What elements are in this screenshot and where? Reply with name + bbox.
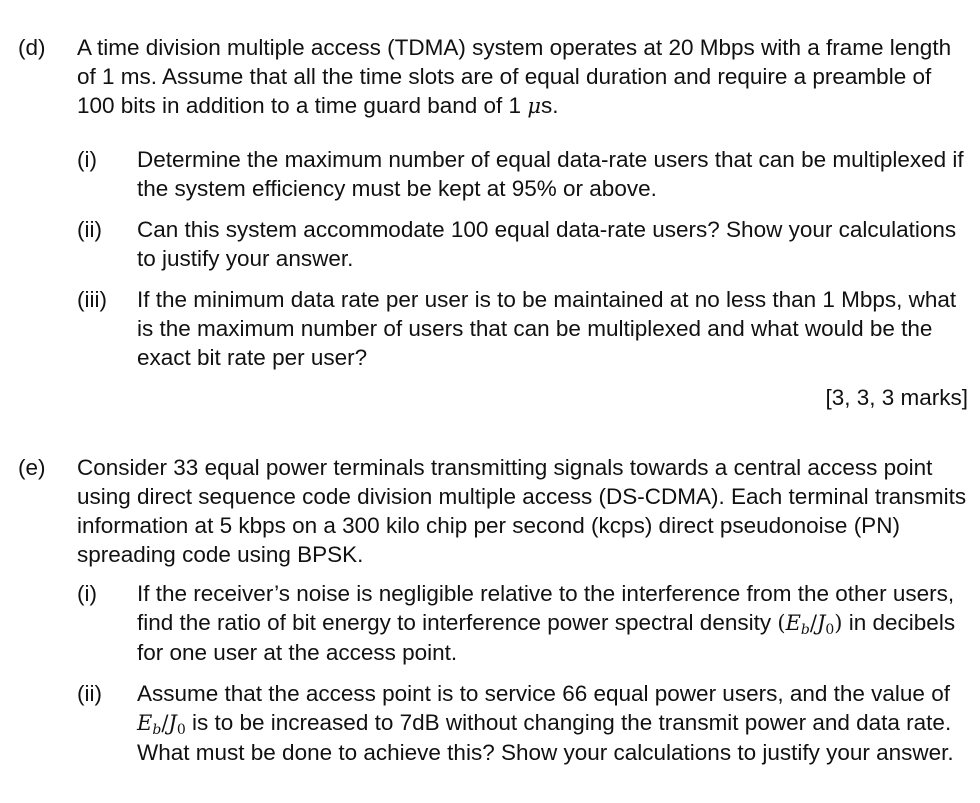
- marks-allocation: [3, 3, 3 marks]: [825, 385, 968, 410]
- question-e-label: (e): [18, 455, 46, 480]
- part-label: (ii): [77, 681, 102, 706]
- math-sub-b: b: [152, 722, 162, 738]
- math-e: E: [785, 611, 801, 635]
- math-sub-zero: 0: [176, 722, 186, 738]
- question-d-intro: [77, 33, 966, 121]
- part-text: [137, 679, 966, 767]
- eb-j0-expression: [137, 711, 186, 738]
- part-text: [137, 579, 966, 667]
- math-sub-b: b: [800, 622, 810, 638]
- math-slash: /: [809, 611, 817, 635]
- part-text: If the minimum data rate per user is to be maintained at no less than 1 Mbps, what is the maximum number of users that can be multiplexed and what would be the exact bit rate per user?: [137, 287, 957, 370]
- math-e: E: [137, 711, 153, 735]
- part-text: Determine the maximum number of equal data-rate users that can be multiplexed if the system efficiency must be kept at 95% or above.: [137, 147, 964, 201]
- question-d-intro-text: A time division multiple access (TDMA) system operates at 20 Mbps with a frame length of 1 ms. Assume that all the time slots are of equal duration and require a preamble of 100 bits in addition to a time guard band of 1: [77, 35, 952, 118]
- part-text-end: is to be increased to 7dB without changing the transmit power and data rate. What must be done to achieve this? Show your calculations to justify your answer.: [137, 710, 954, 765]
- part-text: Can this system accommodate 100 equal data-rate users? Show your calculations to justify your answer.: [137, 217, 957, 271]
- eb-j0-expression: [777, 611, 843, 638]
- math-close-paren: ): [834, 611, 843, 635]
- math-j: J: [168, 711, 177, 735]
- part-label: (iii): [77, 287, 107, 312]
- part-text-start: Assume that the access point is to service 66 equal power users, and the value of: [137, 681, 950, 706]
- part-label: (ii): [77, 217, 102, 242]
- question-e-intro: Consider 33 equal power terminals transmitting signals towards a central access point using direct sequence code division multiple access (DS-CDMA). Each terminal transmits information at 5 kbps on a 300 kilo chip per second (kcps) direct pseudonoise (PN) spreading code using BPSK.: [77, 455, 967, 567]
- mu-symbol: μ: [527, 94, 541, 118]
- part-label: (i): [77, 147, 97, 172]
- part-text-start: If the receiver’s noise is negligible relative to the interference from the other users, find the ratio of bit energy to interference power spectral density: [137, 581, 955, 635]
- question-d-intro-end: s.: [540, 93, 559, 118]
- part-text-end: in decibels for one user at the access point.: [137, 610, 956, 665]
- math-j: J: [816, 611, 826, 635]
- math-sub-zero: 0: [825, 622, 835, 638]
- math-open-paren: (: [777, 611, 786, 635]
- question-d-label: (d): [18, 35, 46, 60]
- part-label: (i): [77, 581, 97, 606]
- math-slash: /: [161, 711, 169, 735]
